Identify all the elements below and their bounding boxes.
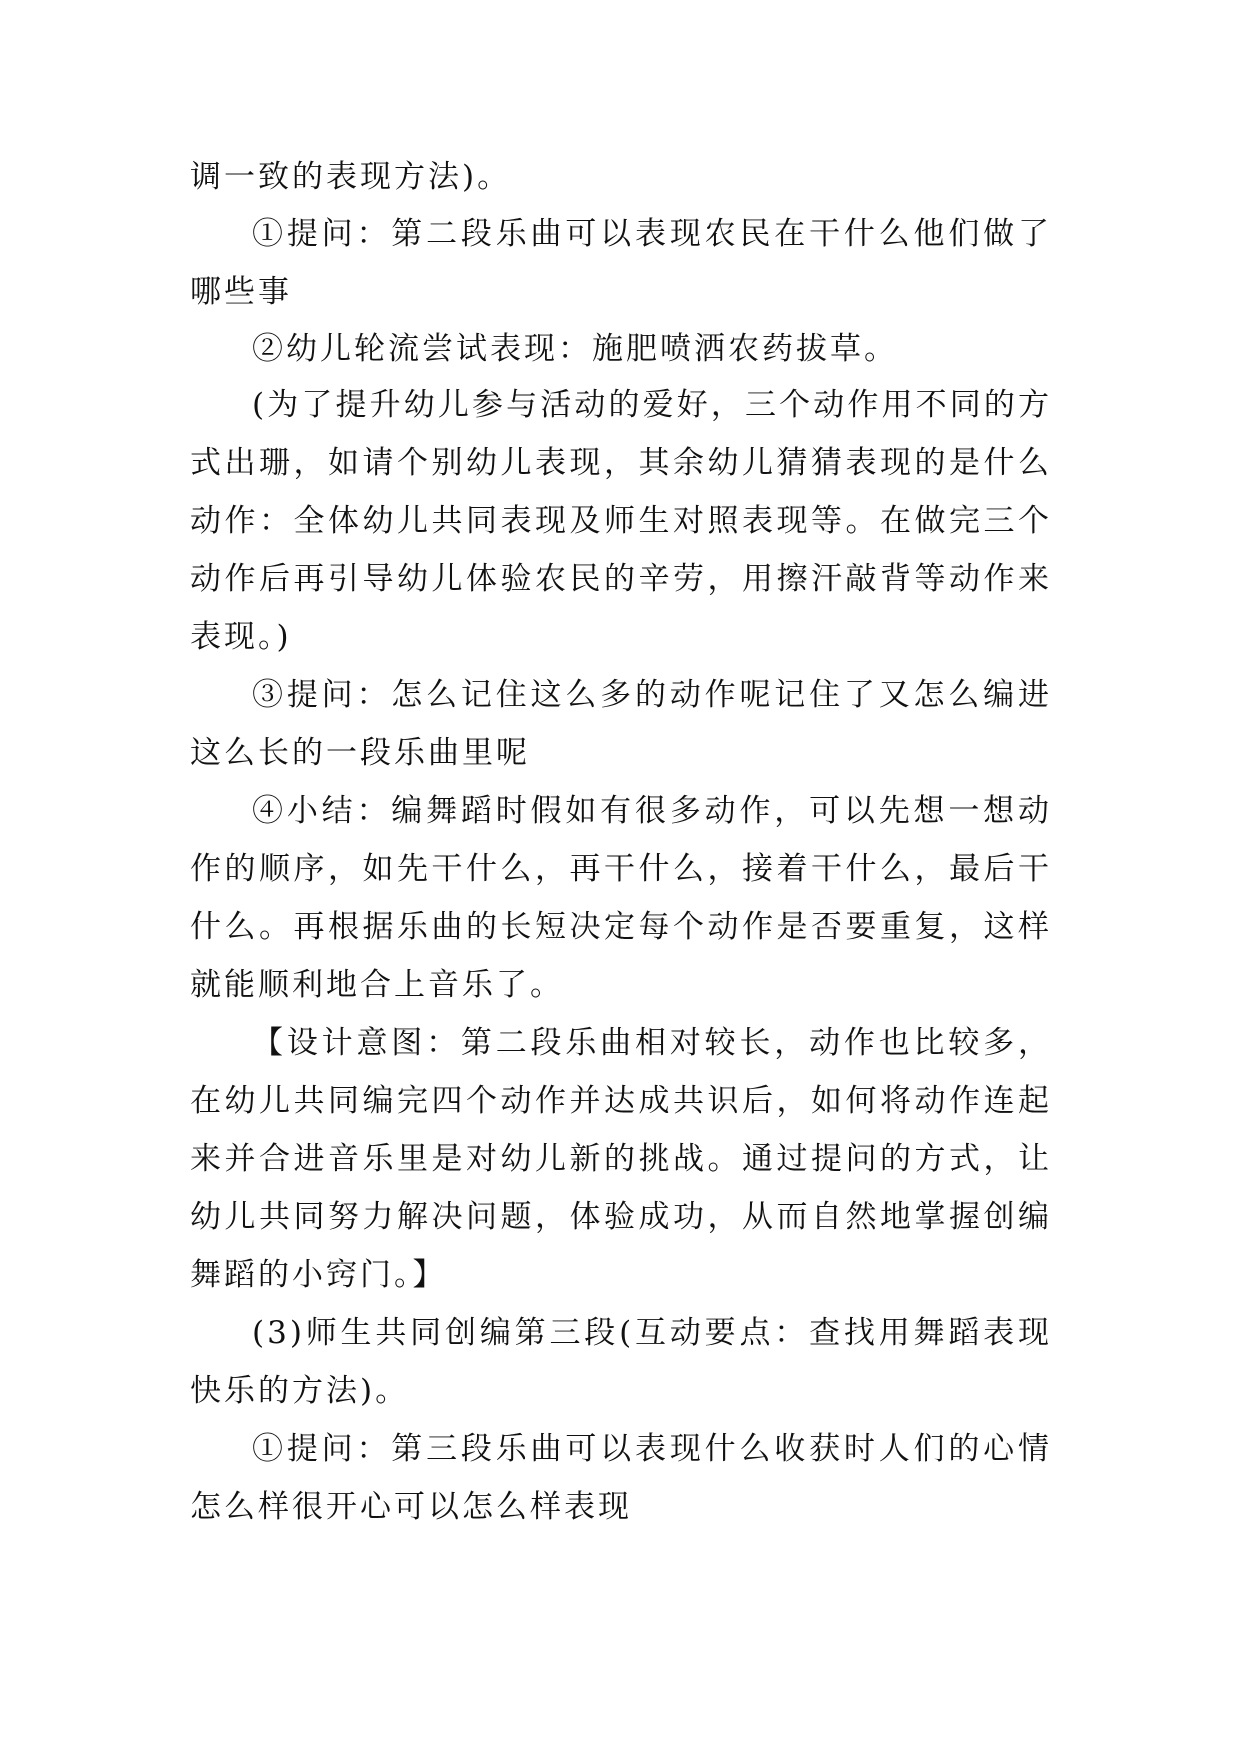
paragraph: 【设计意图：第二段乐曲相对较长，动作也比较多，在幼儿共同编完四个动作并达成共识后，如何将动作连起来并合进音乐里是对幼儿新的挑战。通过提问的方式，让幼儿共同努力解决问题，体验成功，从而自然地掌握创编舞蹈的小窍门。】: [190, 1025, 1052, 1293]
paragraph: (为了提升幼儿参与活动的爱好，三个动作用不同的方式出珊，如请个别幼儿表现，其余幼儿猜猜表现的是什么动作：全体幼儿共同表现及师生对照表现等。在做完三个动作后再引导幼儿体验农民的辛劳，用擦汗敲背等动作来表现。): [190, 387, 1052, 655]
paragraph: ④小结：编舞蹈时假如有很多动作，可以先想一想动作的顺序，如先干什么，再干什么，接着干什么，最后干什么。再根据乐曲的长短决定每个动作是否要重复，这样就能顺利地合上音乐了。: [190, 793, 1052, 1003]
paragraph: (3)师生共同创编第三段(互动要点：查找用舞蹈表现快乐的方法)。: [190, 1315, 1052, 1409]
paragraph: 调一致的表现方法)。: [190, 159, 512, 195]
paragraph: ①提问：第二段乐曲可以表现农民在干什么他们做了哪些事: [190, 216, 1052, 310]
paragraph: ①提问：第三段乐曲可以表现什么收获时人们的心情怎么样很开心可以怎么样表现: [190, 1431, 1052, 1525]
paragraph: ②幼儿轮流尝试表现：施肥喷洒农药拔草。: [252, 331, 898, 367]
paragraph: ③提问：怎么记住这么多的动作呢记住了又怎么编进这么长的一段乐曲里呢: [190, 677, 1052, 771]
